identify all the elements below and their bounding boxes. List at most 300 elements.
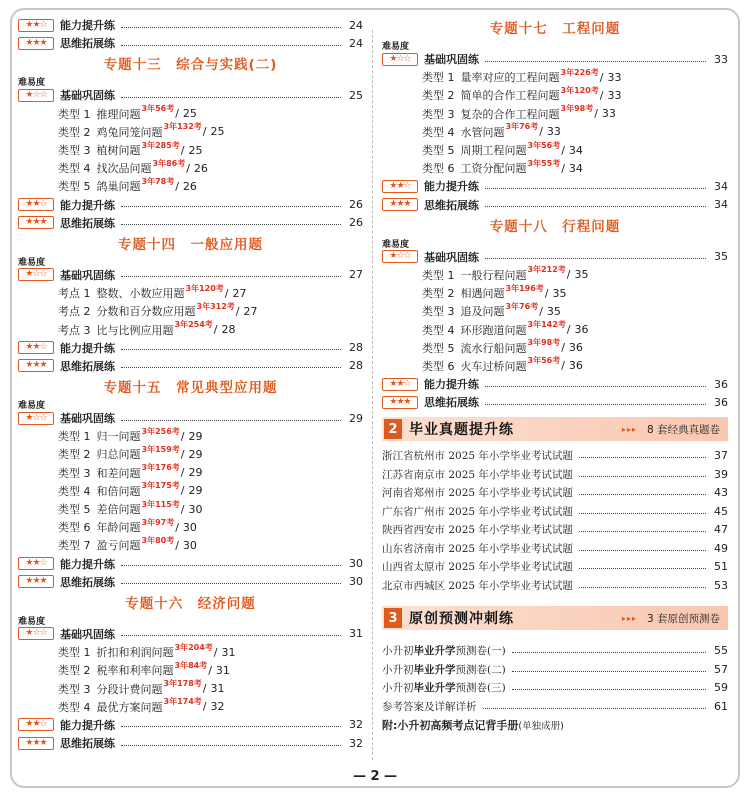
page-ref: 29 [188, 484, 203, 498]
slash-separator: / [180, 466, 185, 480]
toc-item[interactable] [382, 159, 728, 177]
part2-banner [382, 417, 728, 441]
thinking-practice-entry[interactable] [382, 393, 728, 411]
leader-dots [121, 27, 341, 28]
basic-practice-entry[interactable] [382, 239, 728, 266]
toc-item[interactable] [18, 159, 363, 177]
item-name: 火车过桥问题 [460, 359, 527, 373]
slash-separator: / [180, 484, 185, 498]
exam-entry[interactable] [382, 465, 728, 484]
toc-item[interactable] [18, 679, 363, 697]
exam-count-badge: 3年176考 [141, 463, 180, 473]
page-ref: 26 [349, 216, 363, 230]
star-rating-icon: ★★☆ [382, 378, 418, 391]
appendix-note [382, 717, 728, 733]
page-ref: 31 [221, 645, 236, 659]
toc-item[interactable] [382, 105, 728, 123]
leader-dots [512, 689, 706, 690]
item-name: 复杂的合作工程问题 [460, 107, 560, 121]
prediction-exam-entry[interactable] [382, 641, 728, 660]
slash-separator: / [208, 663, 212, 677]
item-name: 周期工程问题 [460, 144, 527, 158]
exam-count-badge: 3年78考 [141, 176, 175, 186]
toc-item[interactable] [382, 284, 728, 302]
star-rating-icon: ★☆☆ [18, 627, 54, 640]
slash-separator: / [561, 161, 565, 175]
page-ref: 30 [349, 575, 363, 589]
toc-item[interactable] [382, 86, 728, 104]
entry-label: 山东省济南市 2025 年小学毕业考试试题 [382, 542, 573, 555]
right-column [382, 16, 728, 733]
toc-item[interactable] [18, 500, 363, 518]
slash-separator: / [224, 286, 229, 300]
leader-dots [121, 349, 341, 350]
slash-separator: / [202, 682, 207, 696]
prediction-exam-entry[interactable] [382, 660, 728, 679]
leader-dots [579, 513, 706, 514]
arrow-icon: ▸▸▸ [621, 424, 637, 434]
entry-label: 思维拓展练 [424, 396, 479, 410]
toc-item[interactable] [18, 698, 363, 716]
page-ref: 28 [349, 341, 363, 355]
star-rating-icon: ★★☆ [18, 341, 54, 354]
entry-prefix: 小升初 [382, 682, 414, 695]
basic-practice-entry[interactable] [18, 78, 363, 104]
item-prefix: 类型 5 [58, 180, 91, 194]
toc-item[interactable] [382, 141, 728, 159]
page-ref: 27 [349, 268, 363, 282]
exam-count-badge: 3年115考 [141, 499, 180, 509]
slash-separator: / [544, 286, 549, 300]
exam-count-badge: 3年55考 [527, 158, 561, 168]
star-rating-icon: ★★☆ [18, 19, 54, 32]
slash-separator: / [186, 161, 190, 175]
page-ref: 53 [714, 578, 728, 592]
star-rating-icon: ★☆☆ [18, 412, 54, 425]
entry-suffix: 预测卷(一) [455, 645, 506, 658]
ability-practice-entry[interactable] [18, 196, 363, 214]
page-ref: 29 [188, 466, 203, 480]
page-ref: 27 [232, 286, 247, 300]
page-ref: 59 [714, 681, 728, 695]
page-ref: 35 [574, 268, 589, 282]
entry-label: 能力提升练 [60, 557, 115, 571]
item-name: 税率和利率问题 [96, 664, 174, 678]
item-name: 鸡兔同笼问题 [96, 125, 163, 139]
leader-dots [485, 206, 706, 207]
item-name: 盈亏问题 [96, 539, 141, 553]
slash-separator: / [539, 125, 543, 139]
exam-count-badge: 3年142考 [527, 320, 566, 330]
slash-separator: / [175, 520, 179, 534]
entry-label: 能力提升练 [424, 180, 479, 194]
entry-label: 基础巩固练 [60, 89, 115, 103]
toc-item[interactable] [18, 661, 363, 679]
item-prefix: 类型 1 [422, 268, 455, 282]
item-prefix: 类型 7 [58, 539, 91, 553]
toc-item[interactable] [18, 105, 363, 123]
star-rating-icon: ★★★ [18, 37, 54, 50]
toc-item[interactable] [382, 357, 728, 375]
page-ref: 31 [210, 682, 225, 696]
item-prefix: 类型 4 [58, 162, 91, 176]
entry-label: 浙江省杭州市 2025 年小学毕业考试试题 [382, 450, 573, 463]
exam-entry[interactable] [382, 446, 728, 465]
item-prefix: 类型 6 [422, 359, 455, 373]
star-rating-icon: ★★☆ [382, 180, 418, 193]
toc-item[interactable] [18, 284, 363, 302]
page-ref: 61 [714, 699, 728, 713]
item-prefix: 类型 1 [58, 646, 91, 660]
ability-practice-entry[interactable] [18, 716, 363, 734]
item-prefix: 考点 3 [58, 323, 91, 337]
toc-item[interactable] [382, 339, 728, 357]
page-ref: 29 [188, 429, 203, 443]
basic-practice-entry[interactable] [18, 257, 363, 284]
exam-count-badge: 3年285考 [141, 140, 180, 150]
ability-practice-entry[interactable] [382, 177, 728, 195]
entry-bold: 毕业升学 [413, 645, 456, 658]
exam-count-badge: 3年174考 [163, 697, 202, 707]
part-title: 毕业真题提升练 [409, 422, 514, 439]
page-ref: 33 [714, 52, 728, 66]
toc-item[interactable] [18, 141, 363, 159]
slash-separator: / [566, 323, 571, 337]
leader-dots [579, 531, 706, 532]
toc-item[interactable] [18, 320, 363, 338]
appendix-small: (单独成册) [518, 721, 564, 733]
thinking-practice-entry[interactable] [18, 357, 363, 375]
ability-practice-entry[interactable] [18, 16, 363, 34]
page-ref: 33 [546, 125, 561, 139]
exam-count-badge: 3年175考 [141, 481, 180, 491]
entry-label: 基础巩固练 [60, 268, 115, 282]
toc-item[interactable] [382, 266, 728, 284]
page-ref: 34 [568, 143, 583, 157]
entry-label: 思维拓展练 [60, 37, 115, 51]
item-name: 追及问题 [460, 305, 505, 319]
leader-dots [121, 565, 341, 566]
item-name: 年龄问题 [96, 521, 141, 535]
topic-title: 专题十八 行程问题 [489, 218, 621, 235]
page-ref: 37 [714, 449, 728, 463]
exam-entry[interactable] [382, 576, 728, 595]
entry-prefix: 小升初 [382, 663, 414, 676]
toc-item[interactable] [18, 536, 363, 554]
slash-separator: / [599, 70, 604, 84]
exam-count-badge: 3年86考 [152, 158, 186, 168]
exam-count-badge: 3年56考 [527, 140, 561, 150]
leader-dots [121, 583, 341, 584]
exam-count-badge: 3年178考 [163, 679, 202, 689]
item-prefix: 类型 4 [58, 484, 91, 498]
slash-separator: / [566, 268, 571, 282]
entry-label: 能力提升练 [60, 19, 115, 33]
item-prefix: 类型 2 [58, 125, 91, 139]
leader-dots [485, 188, 706, 189]
exam-entry[interactable] [382, 502, 728, 521]
slash-separator: / [213, 645, 218, 659]
entry-label: 广东省广州市 2025 年小学毕业考试试题 [382, 505, 573, 518]
toc-item[interactable] [18, 427, 363, 445]
page-ref: 28 [349, 359, 363, 373]
toc-item[interactable] [18, 464, 363, 482]
page-ref: 36 [568, 359, 583, 373]
column-divider [372, 30, 373, 760]
leader-dots [121, 206, 341, 207]
exam-count-badge: 3年76考 [505, 122, 539, 132]
toc-item[interactable] [382, 320, 728, 338]
exam-entry[interactable] [382, 539, 728, 558]
slash-separator: / [202, 700, 207, 714]
slash-separator: / [561, 341, 565, 355]
difficulty-label: 难易度 [18, 616, 46, 627]
page-ref: 57 [714, 662, 728, 676]
star-rating-icon: ★★★ [18, 575, 54, 588]
ability-practice-entry[interactable] [382, 375, 728, 393]
thinking-practice-entry[interactable] [18, 34, 363, 52]
topic-title: 专题十五 常见典型应用题 [103, 380, 278, 396]
slash-separator: / [561, 359, 565, 373]
item-name: 环形跑道问题 [460, 323, 527, 337]
page-ref: 35 [546, 304, 561, 318]
entry-prefix: 小升初 [382, 645, 414, 658]
leader-dots [121, 276, 341, 277]
entry-label: 基础巩固练 [60, 627, 115, 641]
star-rating-icon: ★★☆ [18, 557, 54, 570]
page-ref: 24 [349, 36, 363, 50]
page-ref: 26 [349, 198, 363, 212]
page-ref: 26 [193, 161, 208, 175]
entry-label: 北京市西城区 2025 年小学毕业考试试题 [382, 579, 573, 592]
leader-dots [121, 367, 341, 368]
slash-separator: / [561, 143, 565, 157]
toc-item[interactable] [18, 518, 363, 536]
page-ref: 25 [182, 107, 197, 121]
item-name: 推理问题 [96, 107, 141, 121]
leader-dots [512, 652, 706, 653]
difficulty-label: 难易度 [382, 42, 410, 52]
entry-label: 基础巩固练 [424, 250, 479, 264]
leader-dots [579, 568, 706, 569]
slash-separator: / [539, 304, 543, 318]
page-ref: 27 [243, 304, 258, 318]
leader-dots [485, 386, 706, 387]
topic-title: 专题十三 综合与实践(二) [103, 57, 278, 74]
appendix-label: 附:小升初高频考点记背手册 [382, 719, 519, 733]
leader-dots [579, 476, 706, 477]
page-ref: 32 [349, 718, 363, 732]
page-ref: 45 [714, 504, 728, 518]
difficulty-label: 难易度 [18, 78, 46, 89]
entry-label: 思维拓展练 [424, 198, 479, 212]
entry-label: 能力提升练 [60, 718, 115, 732]
star-rating-icon: ★★★ [18, 359, 54, 372]
exam-entry[interactable] [382, 557, 728, 576]
page-ref: 28 [221, 323, 236, 337]
item-name: 折扣和利润问题 [96, 646, 174, 660]
page-ref: 32 [349, 736, 363, 750]
basic-practice-entry[interactable] [18, 401, 363, 427]
item-prefix: 类型 5 [58, 503, 91, 517]
entry-label: 思维拓展练 [60, 359, 115, 373]
arrow-icon: ▸▸▸ [621, 613, 637, 623]
item-name: 找次品问题 [96, 162, 152, 176]
item-name: 水管问题 [460, 125, 505, 139]
ability-practice-entry[interactable] [18, 555, 363, 573]
star-rating-icon: ★★★ [18, 737, 54, 750]
page-ref: 30 [182, 538, 197, 552]
item-name: 相遇问题 [460, 287, 505, 301]
exam-count-badge: 3年98考 [560, 104, 594, 114]
difficulty-label: 难易度 [18, 257, 46, 268]
page-ref: 36 [574, 323, 589, 337]
page-ref: 34 [714, 198, 728, 212]
item-name: 和倍问题 [96, 484, 141, 498]
page-ref: 29 [349, 411, 363, 425]
toc-item[interactable] [382, 68, 728, 86]
leader-dots [121, 224, 341, 225]
page-ref: 29 [188, 447, 203, 461]
exam-entry[interactable] [382, 483, 728, 502]
page-ref: 35 [714, 250, 728, 264]
item-prefix: 类型 3 [58, 466, 91, 480]
leader-dots [485, 258, 706, 259]
star-rating-icon: ★★★ [382, 396, 418, 409]
thinking-practice-entry[interactable] [18, 734, 363, 752]
toc-item[interactable] [382, 123, 728, 141]
toc-item[interactable] [18, 482, 363, 500]
part3-banner [382, 606, 728, 630]
entry-suffix: 预测卷(三) [455, 682, 506, 695]
thinking-practice-entry[interactable] [18, 573, 363, 591]
exam-count-badge: 3年56考 [527, 356, 561, 366]
item-prefix: 类型 6 [58, 521, 91, 535]
page-ref: 34 [568, 161, 583, 175]
item-prefix: 类型 1 [422, 71, 455, 85]
item-prefix: 类型 3 [422, 305, 455, 319]
toc-item[interactable] [382, 302, 728, 320]
entry-label: 能力提升练 [60, 198, 115, 212]
item-name: 归一问题 [96, 430, 141, 444]
star-rating-icon: ★☆☆ [382, 250, 418, 263]
star-rating-icon: ★☆☆ [382, 53, 418, 66]
item-prefix: 类型 4 [422, 125, 455, 139]
star-rating-icon: ★★☆ [18, 718, 54, 731]
exam-count-badge: 3年212考 [527, 265, 566, 275]
leader-dots [121, 635, 341, 636]
slash-separator: / [175, 179, 179, 193]
topic-title: 专题十四 一般应用题 [118, 236, 263, 253]
slash-separator: / [175, 538, 179, 552]
item-name: 流水行船问题 [460, 341, 527, 355]
page-ref: 33 [607, 88, 622, 102]
item-name: 比与比例应用题 [96, 323, 174, 337]
page-ref: 43 [714, 486, 728, 500]
entry-label: 江苏省南京市 2025 年小学毕业考试试题 [382, 468, 573, 481]
item-name: 植树问题 [96, 144, 141, 158]
leader-dots [579, 494, 706, 495]
slash-separator: / [213, 323, 218, 337]
item-name: 工资分配问题 [460, 162, 527, 176]
item-prefix: 类型 3 [58, 682, 91, 696]
entry-suffix: 预测卷(二) [455, 663, 506, 676]
part-title: 原创预测冲刺练 [409, 611, 514, 628]
exam-count-badge: 3年204考 [174, 642, 213, 652]
exam-count-badge: 3年97考 [141, 517, 175, 527]
exam-count-badge: 3年120考 [560, 85, 599, 95]
entry-label: 思维拓展练 [60, 216, 115, 230]
page-ref: 25 [210, 125, 225, 139]
spacer [382, 594, 728, 600]
toc-item[interactable] [18, 177, 363, 195]
exam-entry[interactable] [382, 697, 728, 716]
page-ref: 31 [349, 627, 363, 641]
item-name: 分数和百分数应用题 [96, 305, 196, 319]
exam-count-badge: 3年132考 [163, 122, 202, 132]
leader-dots [512, 671, 706, 672]
item-prefix: 类型 5 [422, 144, 455, 158]
page-ref: 34 [714, 179, 728, 193]
leader-dots [121, 45, 341, 46]
toc-item[interactable] [18, 445, 363, 463]
exam-count-badge: 3年120考 [185, 283, 224, 293]
page-ref: 36 [568, 341, 583, 355]
leader-dots [121, 726, 341, 727]
leader-dots [121, 420, 341, 421]
leader-dots [485, 61, 706, 62]
part-number: 3 [384, 608, 402, 628]
page-ref: 35 [552, 286, 567, 300]
exam-entry[interactable] [382, 520, 728, 539]
basic-practice-entry[interactable] [18, 616, 363, 643]
part-note: 8 套经典真题卷 [646, 423, 720, 436]
page-ref: 25 [349, 88, 363, 102]
leader-dots [579, 587, 706, 588]
exam-count-badge: 3年56考 [141, 104, 175, 114]
prediction-exam-entry[interactable] [382, 678, 728, 697]
slash-separator: / [180, 502, 185, 516]
item-prefix: 类型 1 [58, 430, 91, 444]
slash-separator: / [235, 304, 240, 318]
toc-item[interactable] [18, 302, 363, 320]
page-ref: 39 [714, 467, 728, 481]
thinking-practice-entry[interactable] [382, 196, 728, 214]
toc-item[interactable] [18, 123, 363, 141]
page-ref: 47 [714, 523, 728, 537]
difficulty-label: 难易度 [382, 239, 410, 250]
toc-item[interactable] [18, 643, 363, 661]
star-rating-icon: ★☆☆ [18, 268, 54, 281]
item-prefix: 类型 4 [58, 700, 91, 714]
item-prefix: 类型 5 [422, 341, 455, 355]
item-prefix: 类型 4 [422, 323, 455, 337]
ability-practice-entry[interactable] [18, 339, 363, 357]
item-name: 差倍问题 [96, 503, 141, 517]
topic-title: 专题十七 工程问题 [489, 21, 621, 37]
thinking-practice-entry[interactable] [18, 214, 363, 232]
exam-count-badge: 3年159考 [141, 444, 180, 454]
page-ref: 25 [188, 143, 203, 157]
item-name: 量率对应的工程问题 [460, 71, 560, 85]
page-ref: 51 [714, 560, 728, 574]
slash-separator: / [594, 107, 598, 121]
page-ref: 33 [607, 70, 622, 84]
exam-count-badge: 3年196考 [505, 283, 544, 293]
basic-practice-entry[interactable] [382, 42, 728, 68]
entry-label: 陕西省西安市 2025 年小学毕业考试试题 [382, 524, 573, 537]
star-rating-icon: ★★★ [382, 198, 418, 211]
